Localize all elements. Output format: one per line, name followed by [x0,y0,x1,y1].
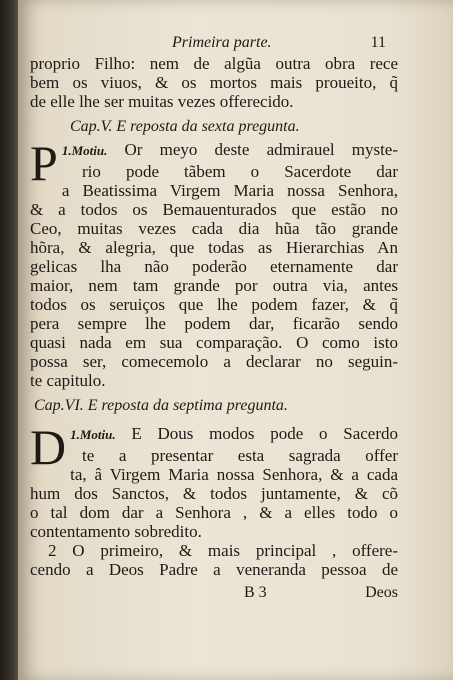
running-title: Primeira parte. [172,34,272,51]
page-text [30,30,398,603]
catchword: Deos [365,584,398,601]
text-line: 2 O primeiro, & mais principal , offere- [48,541,398,560]
running-head [30,30,398,54]
text-line: E Dous modos pode o Sacerdo [131,424,398,443]
margin-note: 1.Motiu. [70,427,116,442]
page-number: 11 [370,34,386,51]
text-line: gelicas lha não poderão eternamente dar [30,257,398,276]
text-line: possa ser, comecemolo a declarar no seguin- [30,352,398,371]
text-line: Ceo, muitas vezes cada dia hũa tão grande [30,219,398,238]
chapter-heading: Cap.V. E reposta da sexta pregunta. [70,118,300,135]
chapter-6-paragraph [30,419,398,579]
text-line: hõra, & alegria, que todas as Hierarchias An [30,238,398,257]
text-line: te capitulo. [30,371,106,390]
text-line: quasi nada em sua comparação. O como isto [30,333,398,352]
text-line: todos os seruiços que lhe podem fazer, & q̃ [30,295,398,314]
signature-mark: B 3 [244,584,267,601]
text-line: proprio Filho: nem de algũa outra obra rece [30,54,398,73]
text-line: contentamento sobredito. [30,522,202,541]
chapter-heading: Cap.VI. E reposta da septima pregunta. [34,397,288,414]
text-line: rio pode tãbem o Sacerdote dar [82,162,398,181]
text-line: cendo a Deos Padre a veneranda pessoa de [30,560,398,579]
text-line: hum dos Sanctos, & todos juntamente, & cõ [30,484,398,503]
text-line: & a todos os Bemauenturados que estão no [30,200,398,219]
text-line: Or meyo deste admirauel myste- [124,140,399,159]
drop-cap: P [30,135,58,191]
book-spine [0,0,18,680]
margin-note: 1.Motiu. [61,143,108,158]
text-line: bem os viuos, & os mortos mais proueito, q̃ [30,73,398,92]
text-line: te a presentar esta sagrada offer [82,446,398,465]
drop-cap: D [30,419,67,475]
page-footer [30,581,398,603]
continued-paragraph [30,54,398,111]
text-line: maior, nem tam grande por outra via, antes [30,276,398,295]
text-line: de elle lhe ser muitas vezes offerecido. [30,92,294,111]
text-line: pera sempre lhe podem dar, ficarão sendo [30,314,398,333]
text-line: a Beatissima Virgem Maria nossa Senhora, [61,181,398,200]
chapter-5-paragraph [30,135,399,390]
text-line: ta, â Virgem Maria nossa Senhora, & a cada [70,465,398,484]
text-line: o tal dom dar a Senhora , & a elles todo o [30,503,398,522]
